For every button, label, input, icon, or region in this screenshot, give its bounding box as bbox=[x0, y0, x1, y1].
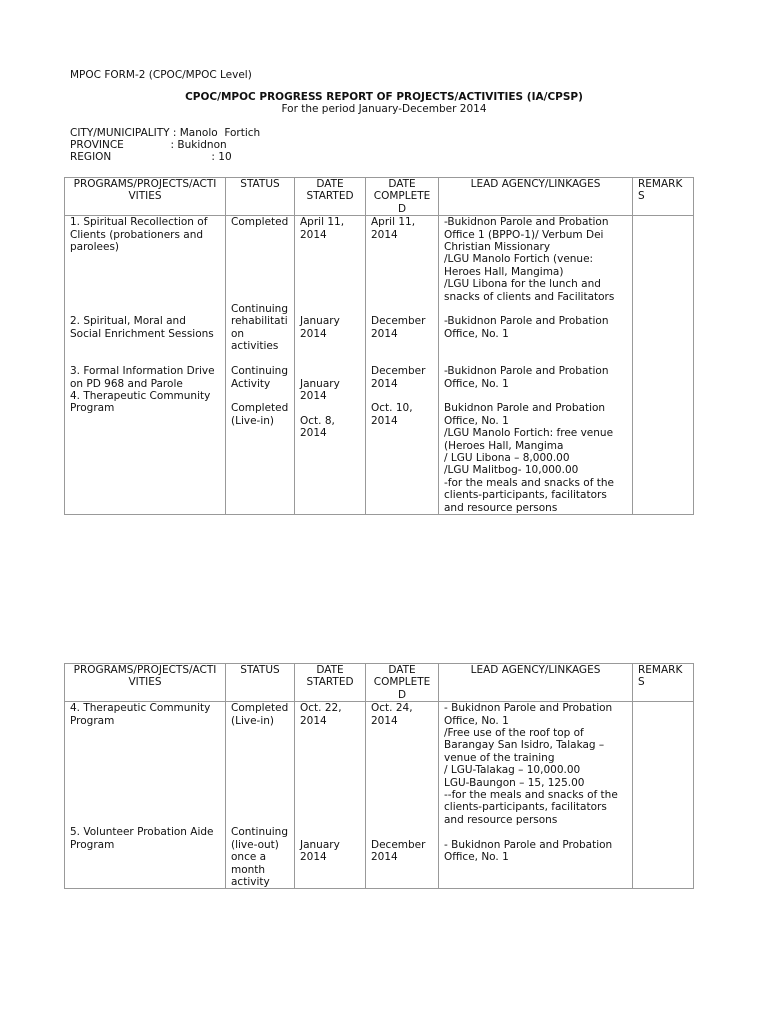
header-lead-agency: LEAD AGENCY/LINKAGES bbox=[439, 664, 633, 702]
header-date-completed: DATE COMPLETE D bbox=[366, 178, 439, 216]
cell-programs: 4. Therapeutic Community Program 5. Volunteer Probation Aide Program bbox=[65, 702, 226, 889]
header-lead-agency: LEAD AGENCY/LINKAGES bbox=[439, 178, 633, 216]
cell-status: Completed Continuing rehabilitati on activities Continuing Activity Completed (Live-in) bbox=[226, 216, 295, 515]
progress-table-2 bbox=[64, 663, 694, 889]
report-title: CPOC/MPOC PROGRESS REPORT OF PROJECTS/ACTIVITIES (IA/CPSP) bbox=[185, 91, 583, 103]
cell-date-completed: April 11, 2014 December 2014 December 2014 Oct. 10, 2014 bbox=[366, 216, 439, 515]
header-status: STATUS bbox=[226, 178, 295, 216]
cell-remarks bbox=[633, 702, 694, 889]
table-row bbox=[65, 216, 694, 515]
region: REGION : 10 bbox=[70, 151, 232, 163]
cell-date-started: Oct. 22, 2014 January 2014 bbox=[295, 702, 366, 889]
cell-remarks bbox=[633, 216, 694, 515]
header-remarks: REMARK S bbox=[633, 664, 694, 702]
cell-status: Completed (Live-in) Continuing (live-out) once a month activity bbox=[226, 702, 295, 889]
cell-lead-agency: - Bukidnon Parole and Probation Office, No. 1 /Free use of the roof top of Barangay San Isidro, Talakag – venue of the training / LGU-Talakag – 10,000.00 LGU-Baungon – 15, 125.00 --for the meals and snacks of the clients-participants, facilitators and resource persons - Bukidnon Parole and Probation Office, No. 1 bbox=[439, 702, 633, 889]
header-status: STATUS bbox=[226, 664, 295, 702]
cell-programs: 1. Spiritual Recollection of Clients (probationers and parolees) 2. Spiritual, Moral and Social Enrichment Sessions 3. Formal Information Drive on PD 968 and Parole 4. Therapeutic Community Program bbox=[65, 216, 226, 515]
table-header-row bbox=[65, 664, 694, 702]
header-date-completed: DATE COMPLETE D bbox=[366, 664, 439, 702]
cell-date-completed: Oct. 24, 2014 December 2014 bbox=[366, 702, 439, 889]
header-remarks: REMARK S bbox=[633, 178, 694, 216]
header-date-started: DATE STARTED bbox=[295, 664, 366, 702]
header-programs: PROGRAMS/PROJECTS/ACTI VITIES bbox=[65, 178, 226, 216]
progress-table-1 bbox=[64, 177, 694, 515]
form-id: MPOC FORM-2 (CPOC/MPOC Level) bbox=[70, 69, 252, 81]
city-municipality: CITY/MUNICIPALITY : Manolo Fortich bbox=[70, 127, 261, 139]
header-programs: PROGRAMS/PROJECTS/ACTI VITIES bbox=[65, 664, 226, 702]
header-date-started: DATE STARTED bbox=[295, 178, 366, 216]
province: PROVINCE : Bukidnon bbox=[70, 139, 227, 151]
table-header-row bbox=[65, 178, 694, 216]
cell-lead-agency: -Bukidnon Parole and Probation Office 1 (BPPO-1)/ Verbum Dei Christian Missionary /LGU Manolo Fortich (venue: Heroes Hall, Mangima) /LGU Libona for the lunch and snacks of clients and Facilitators -Bukidnon Parole and Probation Office, No. 1 -Bukidnon Parole and Probation Office, No. 1 Bukidnon Parole and Probation Office, No. 1 /LGU Manolo Fortich: free venue (Heroes Hall, Mangima / LGU Libona – 8,000.00 /LGU Malitbog- 10,000.00 -for the meals and snacks of the clients-participants, facilitators and resource persons bbox=[439, 216, 633, 515]
cell-date-started: April 11, 2014 January 2014 January 2014 Oct. 8, 2014 bbox=[295, 216, 366, 515]
report-period: For the period January-December 2014 bbox=[281, 103, 487, 115]
table-row bbox=[65, 702, 694, 889]
